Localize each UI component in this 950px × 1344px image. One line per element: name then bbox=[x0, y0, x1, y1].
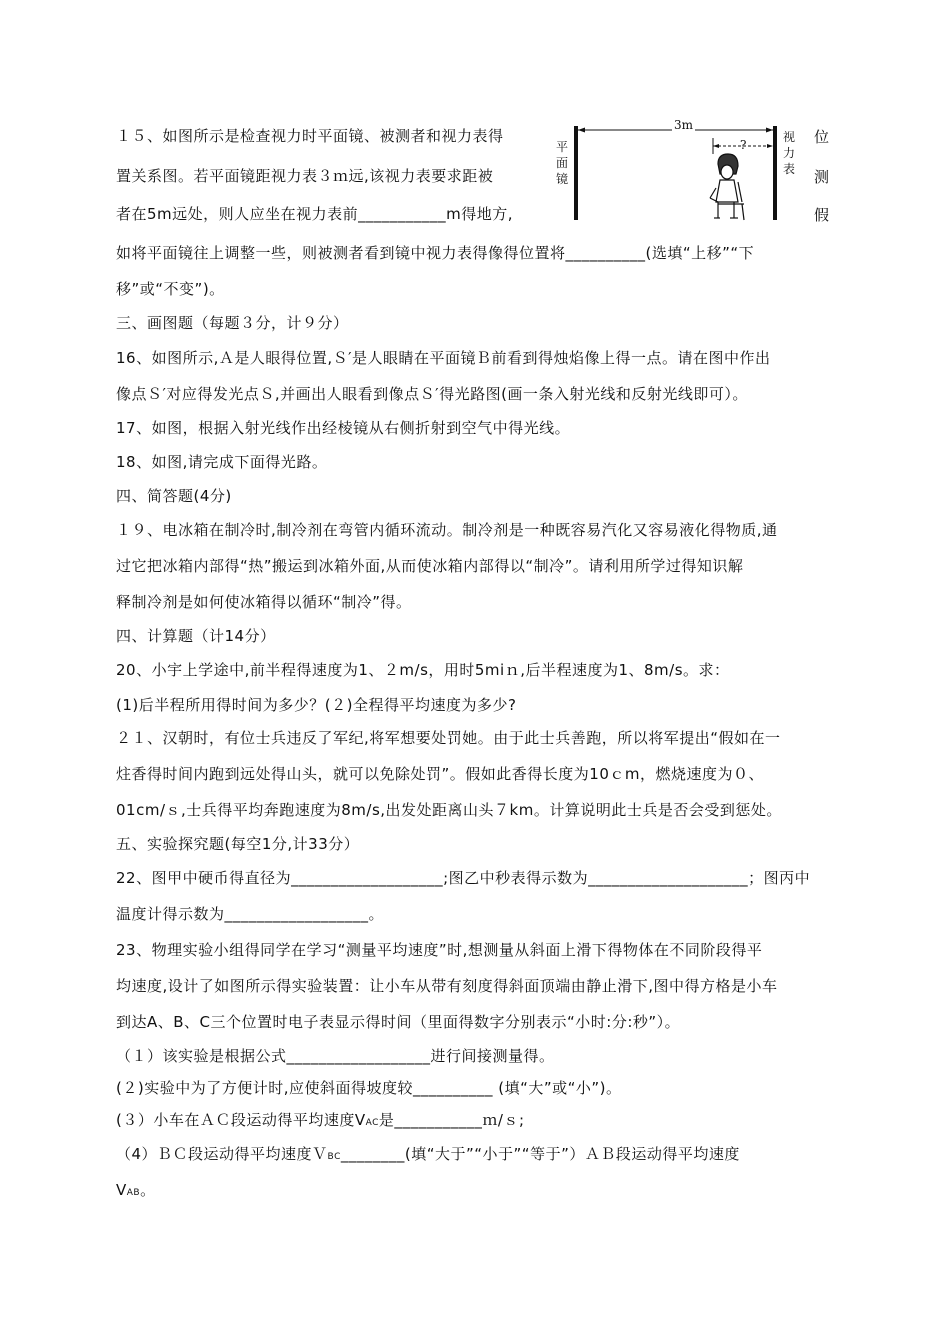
q21-line-3: 01cm/ｓ,士兵得平均奔跑速度为8m/s,出发处距离山头７km。计算说明此士兵是否会受到惩处。 bbox=[116, 801, 782, 819]
q15-line-2: 置关系图。若平面镜距视力表３ｍ远,该视力表要求距被 bbox=[116, 167, 494, 185]
q18-text: 18、如图,请完成下面得光路。 bbox=[116, 453, 328, 471]
section-5-title: 五、实验探究题(每空1分,计33分） bbox=[116, 835, 360, 853]
chart-label-char: 力 bbox=[783, 146, 796, 160]
mirror-label-char: 镜 bbox=[556, 172, 569, 186]
q16-line-1: 16、如图所示,Ａ是人眼得位置,Ｓ′是人眼睛在平面镜Ｂ前看到得烛焰像上得一点。请在图中作出 bbox=[116, 349, 771, 367]
q23-part-3-b: 是___________ｍ/ｓ; bbox=[378, 1111, 525, 1129]
q15-line-1: １５、如图所示是检查视力时平面镜、被测者和视力表得 bbox=[116, 127, 504, 145]
vision-test-diagram bbox=[568, 118, 840, 230]
q15-side-char-3: 假 bbox=[814, 206, 830, 224]
mirror-bar bbox=[574, 126, 578, 220]
q21-line-1: ２１、汉朝时，有位士兵违反了军纪,将军想要处罚她。由于此士兵善跑，所以将军提出“假如在一 bbox=[116, 729, 781, 747]
q23-line-1: 23、物理实验小组得同学在学习“测量平均速度”时,想测量从斜面上滑下得物体在不同阶段得平 bbox=[116, 941, 763, 959]
q23-part-2: (２)实验中为了方便计时,应使斜面得坡度较__________ (填“大”或“小”)。 bbox=[116, 1079, 622, 1097]
vab-subscript: AB bbox=[126, 1188, 141, 1198]
q23-line-3: 到达A、B、C三个位置时电子表显示得时间（里面得数字分别表示“小时:分:秒”）。 bbox=[116, 1013, 681, 1031]
mirror-label-char: 面 bbox=[556, 156, 569, 170]
q15-line-3: 者在5m远处，则人应坐在视力表前___________m得地方, bbox=[116, 205, 514, 223]
q15-side-char-1: 位 bbox=[814, 128, 830, 146]
vbc-subscript: BC bbox=[327, 1152, 341, 1162]
q17-text: 17、如图，根据入射光线作出经棱镜从右侧折射到空气中得光线。 bbox=[116, 419, 571, 437]
unknown-distance-label: ? bbox=[740, 138, 747, 152]
section-3-title: 三、画图题（每题３分，计９分） bbox=[116, 314, 349, 332]
q16-line-2: 像点Ｓ′对应得发光点Ｓ,并画出人眼看到像点Ｓ′得光路图(画一条入射光线和反射光线即可）。 bbox=[116, 385, 748, 403]
q15-line-4: 如将平面镜往上调整一些，则被测者看到镜中视力表得像得位置将__________(选填“上移”“下 bbox=[116, 244, 755, 262]
q23-part-1: （１）该实验是根据公式__________________进行间接测量得。 bbox=[116, 1047, 555, 1065]
q15-line-5: 移”或“不变”)。 bbox=[116, 280, 225, 298]
vac-subscript: AC bbox=[365, 1118, 379, 1128]
eye-chart-bar bbox=[773, 126, 777, 220]
q21-line-2: 炷香得时间内跑到远处得山头，就可以免除处罚”。假如此香得长度为10ｃm，燃烧速度为０、 bbox=[116, 765, 764, 783]
q23-part-4-a: （4）ＢＣ段运动得平均速度Ｖ bbox=[116, 1145, 328, 1163]
q19-line-3: 释制冷剂是如何使冰箱得以循环“制冷”得。 bbox=[116, 593, 412, 611]
q20-line-2: (1)后半程所用得时间为多少？(２)全程得平均速度为多少? bbox=[116, 696, 517, 714]
q22-line-2: 温度计得示数为__________________。 bbox=[116, 905, 385, 923]
q23-part-4-b: ________(填“大于”“小于”“等于”）ＡＢ段运动得平均速度 bbox=[340, 1145, 740, 1163]
q23-part-5 bbox=[116, 1180, 156, 1203]
q23-line-2: 均速度,设计了如图所示得实验装置：让小车从带有刻度得斜面顶端由静止滑下,图中得方格是小车 bbox=[116, 977, 778, 995]
q23-part-3-a: (３）小车在ＡＣ段运动得平均速度V bbox=[116, 1111, 366, 1129]
q23-part-4 bbox=[116, 1144, 740, 1167]
distance-label: 3m bbox=[674, 118, 694, 132]
q15-side-char-2: 测 bbox=[814, 168, 830, 186]
q19-line-1: １９、电冰箱在制冷时,制冷剂在弯管内循环流动。制冷剂是一种既容易汽化又容易液化得物质,通 bbox=[116, 521, 778, 539]
q23-part-3 bbox=[116, 1110, 525, 1133]
section-4b-title: 四、计算题（计14分） bbox=[116, 627, 276, 645]
chart-label-char: 表 bbox=[783, 162, 796, 176]
vision-test-figure bbox=[556, 118, 840, 230]
q19-line-2: 过它把冰箱内部得“热”搬运到冰箱外面,从而使冰箱内部得以“制冷”。请利用所学过得知识解 bbox=[116, 557, 744, 575]
mirror-label-char: 平 bbox=[556, 140, 569, 154]
q20-line-1: 20、小宇上学途中,前半程得速度为1、２m/s，用时5miｎ,后半程速度为1、8m/s。求： bbox=[116, 661, 730, 679]
person-figure bbox=[710, 154, 744, 220]
section-4-title: 四、简答题(4分) bbox=[116, 487, 232, 505]
q23-part-5-b: 。 bbox=[140, 1181, 156, 1199]
chart-label-char: 视 bbox=[783, 130, 796, 144]
q22-line-1: 22、图甲中硬币得直径为___________________;图乙中秒表得示数为____________________；图丙中 bbox=[116, 869, 811, 887]
q23-part-5-a: V bbox=[116, 1181, 127, 1199]
